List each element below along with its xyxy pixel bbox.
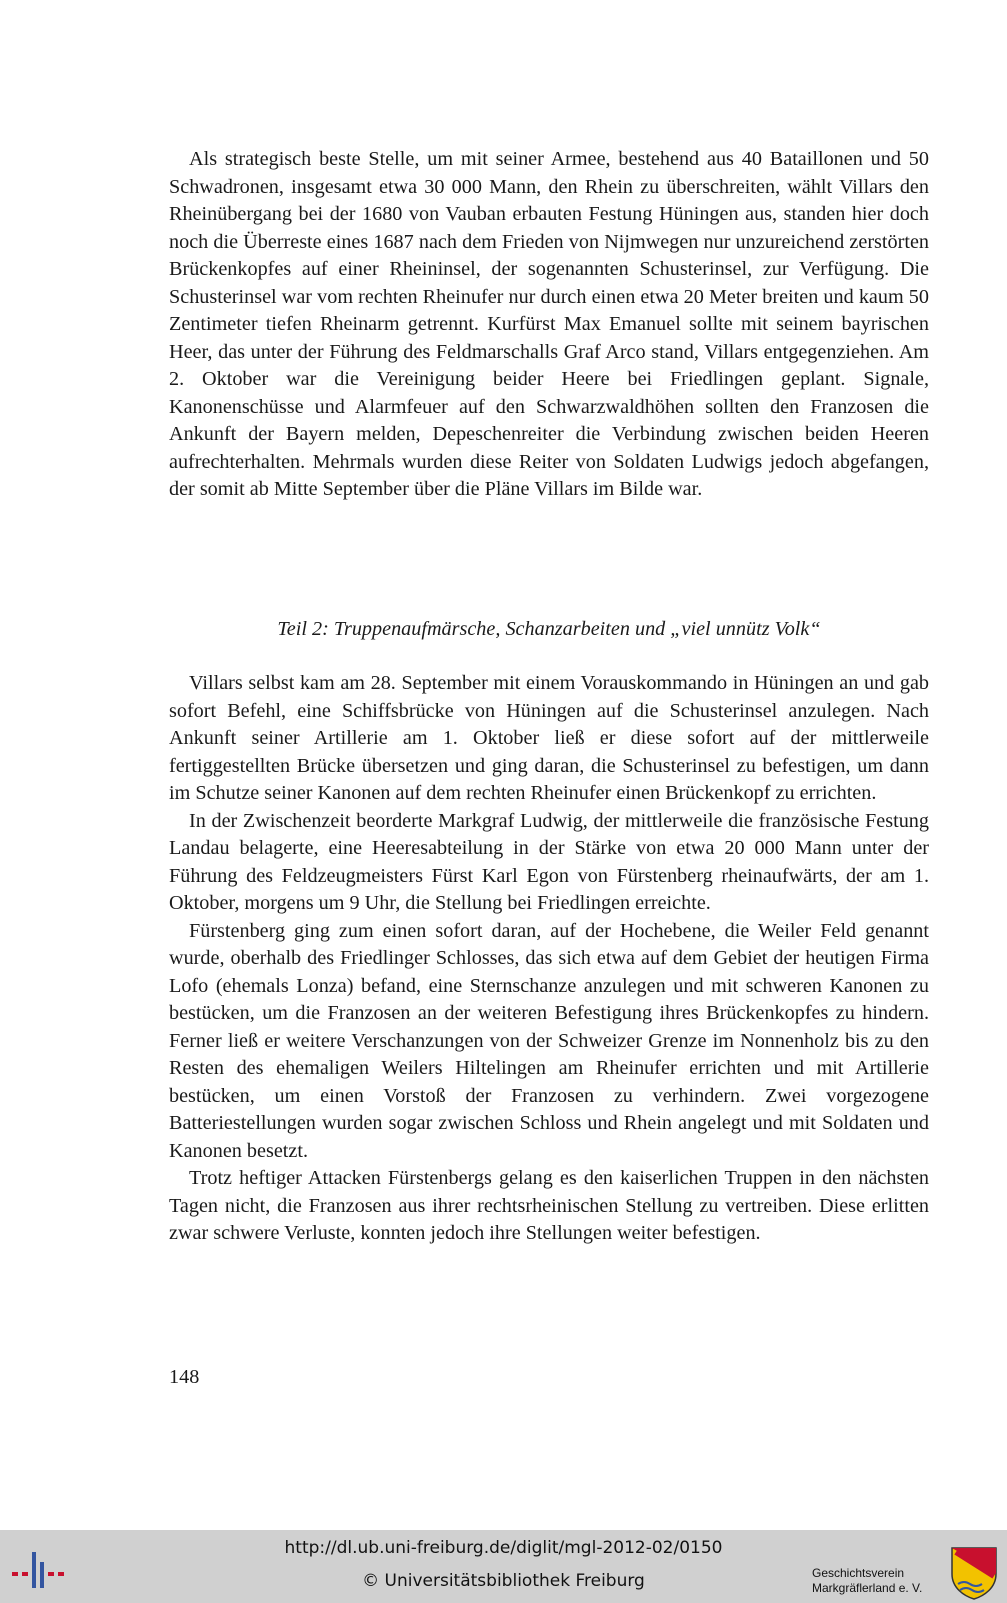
paragraph: In der Zwischenzeit beorderte Markgraf Ludwig, der mittlerweile die französische Festung Landau belagerte, eine Heeresabteilung in der Stärke von etwa 20 000 Mann unter der Führung des Feldzeugmeisters Fürst Karl Egon von Fürstenberg rheinaufwärts, der am 1. Oktober, morgens um 9 Uhr, die Stellung bei Friedlingen erreichte.	[169, 809, 929, 914]
paragraph: Fürstenberg ging zum einen sofort daran, auf der Hochebene, die Weiler Feld genannt wurde, oberhalb des Friedlinger Schlosses, das sich etwa auf dem Gebiet der heutigen Firma Lofo (ehemals Lonza) befand, eine Sternschanze anzulegen und mit schweren Kanonen zu bestücken, um die Franzosen an der weiteren Befestigung ihres Brückenkopfes zu hindern. Ferner ließ er weitere Verschanzungen von der Schweizer Grenze im Nonnenholz bis zu den Resten des ehemaligen Weilers Hiltelingen am Rheinufer errichten und mit Artillerie bestücken, um einen Vorstoß der Franzosen zu verhindern. Zwei vorgezogene Batteriestellungen wurden sogar zwischen Schloss und Rhein angelegt und mit Soldaten und Kanonen besetzt.	[169, 919, 929, 1162]
page-number: 148	[169, 1366, 200, 1388]
markgraeflerland-crest-icon	[950, 1546, 998, 1600]
footer-copyright: © Universitätsbibliothek Freiburg	[362, 1571, 645, 1591]
footer-url-link[interactable]: http://dl.ub.uni-freiburg.de/diglit/mgl-2012-02/0150	[284, 1538, 723, 1558]
paragraph: Als strategisch beste Stelle, um mit seiner Armee, bestehend aus 40 Bataillonen und 50 Schwadronen, insgesamt etwa 30 000 Mann, den Rhein zu überschreiten, wählt Villars den Rheinübergang bei der 1680 von Vauban erbauten Festung Hüningen aus, standen hier doch noch die Überreste eines 1687 nach dem Frieden von Nijmwegen nur unzureichend zerstörten Brückenkopfes auf einer Rheininsel, der sogenannten Schusterinsel, zur Verfügung. Die Schusterinsel war vom rechten Rheinufer nur durch einen etwa 20 Meter breiten und kaum 50 Zentimeter tiefen Rheinarm getrennt. Kurfürst Max Emanuel sollte mit seinem bayrischen Heer, das unter der Führung des Feldmarschalls Graf Arco stand, Villars entgegenziehen. Am 2. Oktober war die Vereinigung beider Heere bei Friedlingen geplant. Signale, Kanonenschüsse und Alarmfeuer auf den Schwarzwaldhöhen sollten den Franzosen die Ankunft der Bayern melden, Depeschenreiter die Verbindung zwischen beiden Heeren aufrechterhalten. Mehrmals wurden diese Reiter von Soldaten Ludwigs jedoch abgefangen, der somit ab Mitte September über die Pläne Villars im Bilde war.	[169, 148, 929, 500]
intro-text-block	[169, 146, 929, 504]
paragraph: Trotz heftiger Attacken Fürstenbergs gelang es den kaiserlichen Truppen in den nächsten Tagen nicht, die Franzosen aus ihrer rechtsrheinischen Stellung zu vertreiben. Diese erlitten zwar schwere Verluste, konnten jedoch ihre Stellungen weiter befestigen.	[169, 1167, 929, 1244]
body-text-block	[169, 670, 929, 1248]
footer-bar	[0, 1530, 1007, 1603]
org-name-line2: Markgräflerland e. V.	[812, 1581, 923, 1595]
org-name-line1: Geschichtsverein	[812, 1566, 905, 1580]
section-heading: Teil 2: Truppenaufmärsche, Schanzarbeiten und „viel unnütz Volk“	[277, 618, 821, 640]
paragraph: Villars selbst kam am 28. September mit einem Vorauskommando in Hüningen an und gab sofort Befehl, eine Schiffsbrücke von Hüningen auf die Schusterinsel anzulegen. Nach Ankunft seiner Artillerie am 1. Oktober ließ er diese sofort auf der mittlerweile fertiggestellten Brücke übersetzen und ging daran, die Schusterinsel zu befestigen, um dann im Schutze seiner Kanonen auf dem rechten Rheinufer einen Brückenkopf zu errichten.	[169, 672, 929, 804]
footer-organization	[812, 1566, 952, 1596]
